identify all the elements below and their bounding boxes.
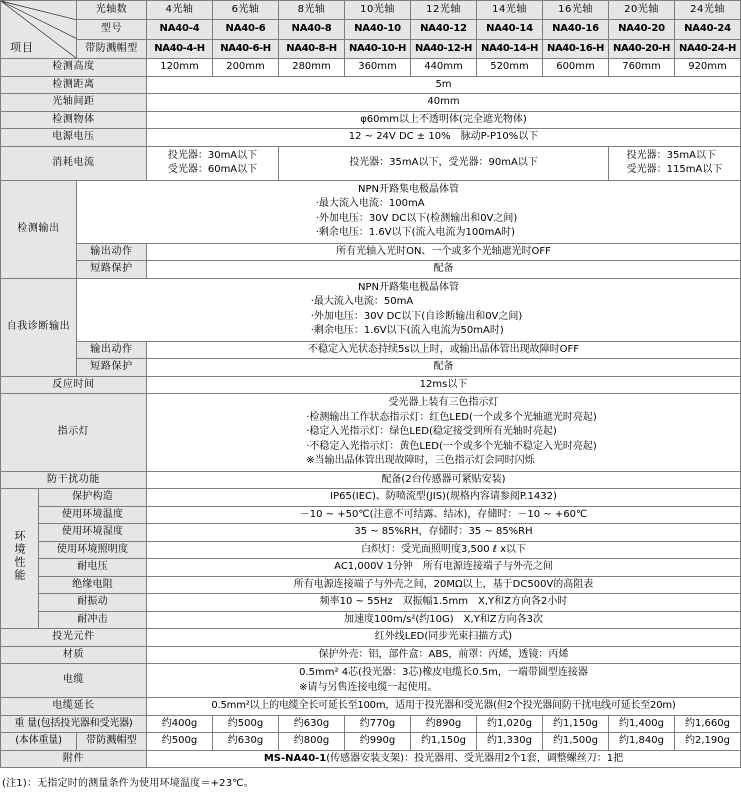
header-model-8: NA40-20 [609, 20, 675, 39]
header-model-3: NA40-8 [279, 20, 345, 39]
self-diagnosis-bullet-2: ·外加电压：30V DC以下(自诊断输出和0V之间) [310, 310, 523, 322]
header-hood-7: NA40-16-H [543, 39, 609, 58]
cable-line-2: ※请与另售连接电缆一起使用。 [299, 681, 438, 693]
row-env-vibration [1, 594, 741, 612]
indicator-note: ※当输出晶体管出现故障时，三色指示灯会同时闪烁 [306, 455, 535, 466]
value-material: 保护外壳：铝，部件盒：ABS，前罩：丙烯，透镜：丙烯 [147, 646, 741, 664]
self-diagnosis-bullet-3: ·剩余电压：1.6V以下(流入电流为50mA时) [310, 325, 504, 336]
indicator-bullet-2: ·稳定入光指示灯：绿色LED(稳定接受到所有光轴时亮起) [306, 426, 557, 437]
label-anti-interference: 防干扰功能 [1, 471, 147, 489]
value-accessories [147, 750, 741, 768]
header-hood-6: NA40-14-H [477, 39, 543, 58]
header-axis-4: 10光轴 [345, 1, 411, 20]
row-env-protection [1, 489, 741, 507]
label-env-vibration: 耐振动 [39, 594, 147, 612]
label-accessories: 附件 [1, 750, 147, 768]
row-detect-output [1, 180, 741, 243]
weight-3: 约630g [279, 715, 345, 733]
value-env-vibration: 频率10 ~ 55Hz 双振幅1.5mm X,Y和Z方向各2小时 [147, 594, 741, 612]
label-env-humidity: 使用环境湿度 [39, 524, 147, 542]
row-detect-height [1, 59, 741, 77]
header-model-1: NA40-4 [147, 20, 213, 39]
value-env-humidity: 35 ~ 85%RH，存储时：35 ~ 85%RH [147, 524, 741, 542]
weight-hood-4: 约990g [345, 733, 411, 751]
header-model-5: NA40-12 [411, 20, 477, 39]
label-self-diagnosis: 自我诊断输出 [1, 278, 77, 376]
weight-4: 约770g [345, 715, 411, 733]
self-diagnosis-bullet-1: ·最大流入电流：50mA [310, 296, 414, 307]
header-hood-1: NA40-4-H [147, 39, 213, 58]
label-indicator: 指示灯 [1, 394, 147, 472]
label-detect-object: 检测物体 [1, 111, 147, 129]
weight-hood-3: 约800g [279, 733, 345, 751]
label-self-diagnosis-short: 短路保护 [77, 359, 147, 377]
value-self-diagnosis [77, 278, 741, 341]
label-cable-extension: 电缆延长 [1, 698, 147, 716]
row-env-illuminance [1, 541, 741, 559]
row-env-insulation [1, 576, 741, 594]
corner-item-label: 项目 [10, 41, 34, 55]
current-consumption-group-3 [609, 146, 741, 180]
current-receiver-g3: 受光器：115mA以下 [626, 164, 723, 175]
row-cable-extension [1, 698, 741, 716]
value-cable-extension: 0.5mm²以上的电缆全长可延长至100m，适用于投光器和受光器(但2个投光器间防干扰电线可延长至20m) [147, 698, 741, 716]
weight-hood-7: 约1,500g [543, 733, 609, 751]
weight-hood-2: 约630g [213, 733, 279, 751]
weight-1: 约400g [147, 715, 213, 733]
row-detect-object [1, 111, 741, 129]
value-response-time: 12ms以下 [147, 376, 741, 394]
header-row-hood-model [1, 39, 741, 58]
row-env-withstand-voltage [1, 559, 741, 577]
row-anti-interference [1, 471, 741, 489]
header-axis-2: 6光轴 [213, 1, 279, 20]
value-env-shock: 加速度100m/s²(约10G) X,Y和Z方向各3次 [147, 611, 741, 629]
weight-hood-5: 约1,150g [411, 733, 477, 751]
value-detect-object: φ60mm以上不透明体(完全遮光物体) [147, 111, 741, 129]
value-supply-voltage: 12 ~ 24V DC ± 10% 脉动P-P10%以下 [147, 129, 741, 147]
weight-2: 约500g [213, 715, 279, 733]
detect-output-bullet-1: ·最大流入电流：100mA [315, 198, 425, 209]
row-weight-hood [1, 733, 741, 751]
accessories-desc: (传感器安装支架)：投光器用、受光器用2个1套，调整螺丝刀：1把 [326, 752, 624, 764]
header-row-model [1, 20, 741, 39]
label-self-diagnosis-action: 输出动作 [77, 341, 147, 359]
row-detect-output-short [1, 261, 741, 279]
weight-9: 约1,660g [675, 715, 741, 733]
row-self-diagnosis-action [1, 341, 741, 359]
value-axis-pitch: 40mm [147, 94, 741, 112]
current-emitter-g1: 投光器：30mA以下 [167, 149, 258, 161]
detect-height-3: 280mm [279, 59, 345, 77]
row-label-hood-model: 带防溅帽型 [77, 39, 147, 58]
row-self-diagnosis [1, 278, 741, 341]
label-detect-output-action: 输出动作 [77, 243, 147, 261]
label-detect-distance: 检测距离 [1, 76, 147, 94]
value-detect-output-short: 配备 [147, 261, 741, 279]
value-env-illuminance: 白炽灯：受光面照明度3,500 ℓ x以下 [147, 541, 741, 559]
corner-item-cell [1, 1, 77, 59]
row-supply-voltage [1, 129, 741, 147]
weight-5: 约890g [411, 715, 477, 733]
header-hood-9: NA40-24-H [675, 39, 741, 58]
header-model-6: NA40-14 [477, 20, 543, 39]
label-detect-output-short: 短路保护 [77, 261, 147, 279]
row-indicator [1, 394, 741, 472]
header-axis-7: 16光轴 [543, 1, 609, 20]
header-hood-5: NA40-12-H [411, 39, 477, 58]
detect-height-2: 200mm [213, 59, 279, 77]
header-hood-4: NA40-10-H [345, 39, 411, 58]
value-detect-distance: 5m [147, 76, 741, 94]
label-material: 材质 [1, 646, 147, 664]
header-axis-5: 12光轴 [411, 1, 477, 20]
accessories-model: MS-NA40-1 [263, 752, 327, 764]
label-emitter-element: 投光元件 [1, 629, 147, 647]
header-model-9: NA40-24 [675, 20, 741, 39]
environment-group-text: 环境性能 [13, 530, 26, 583]
header-model-2: NA40-6 [213, 20, 279, 39]
detect-height-5: 440mm [411, 59, 477, 77]
label-env-protection: 保护构造 [39, 489, 147, 507]
weight-8: 约1,400g [609, 715, 675, 733]
label-cable: 电缆 [1, 664, 147, 698]
row-label-axis-count: 光轴数 [77, 1, 147, 20]
value-emitter-element: 红外线LED(同步光束扫描方式) [147, 629, 741, 647]
row-current-consumption [1, 146, 741, 180]
detect-height-6: 520mm [477, 59, 543, 77]
current-emitter-g3: 投光器：35mA以下 [626, 149, 716, 161]
detect-height-7: 600mm [543, 59, 609, 77]
value-self-diagnosis-action: 不稳定入光状态持续5s以上时，或输出晶体管出现故障时OFF [147, 341, 741, 359]
header-axis-9: 24光轴 [675, 1, 741, 20]
self-diagnosis-title: NPN开路集电极晶体管 [358, 281, 459, 293]
label-env-illuminance: 使用环境照明度 [39, 541, 147, 559]
current-consumption-group-1 [147, 146, 279, 180]
row-axis-pitch [1, 94, 741, 112]
row-detect-distance [1, 76, 741, 94]
label-response-time: 反应时间 [1, 376, 147, 394]
label-env-temperature: 使用环境温度 [39, 506, 147, 524]
detect-output-bullet-2: ·外加电压：30V DC以下(检测输出和0V之间) [315, 212, 518, 224]
row-env-shock [1, 611, 741, 629]
row-response-time [1, 376, 741, 394]
value-self-diagnosis-short: 配备 [147, 359, 741, 377]
row-emitter-element [1, 629, 741, 647]
row-material [1, 646, 741, 664]
row-label-model: 型号 [77, 20, 147, 39]
label-env-insulation: 绝缘电阻 [39, 576, 147, 594]
label-supply-voltage: 电源电压 [1, 129, 147, 147]
label-axis-pitch: 光轴间距 [1, 94, 147, 112]
header-row-axis-count [1, 1, 741, 20]
row-self-diagnosis-short [1, 359, 741, 377]
indicator-title: 受光器上装有三色指示灯 [388, 397, 499, 408]
detect-height-9: 920mm [675, 59, 741, 77]
weight-hood-8: 约1,840g [609, 733, 675, 751]
detect-height-8: 760mm [609, 59, 675, 77]
label-detect-output: 检测输出 [1, 180, 77, 278]
header-axis-8: 20光轴 [609, 1, 675, 20]
weight-7: 约1,150g [543, 715, 609, 733]
label-weight-body: (本体重量) [1, 733, 77, 751]
value-env-insulation: 所有电源连接端子与外壳之间，20MΩ以上，基于DC500V的高阻表 [147, 576, 741, 594]
current-consumption-group-2: 投光器：35mA以下，受光器：90mA以下 [279, 146, 609, 180]
footnote: (注1)：无指定时的测量条件为使用环境温度＝+23℃。 [2, 778, 254, 789]
label-weight-hood: 带防溅帽型 [77, 733, 147, 751]
header-model-4: NA40-10 [345, 20, 411, 39]
header-hood-8: NA40-20-H [609, 39, 675, 58]
label-weight-main: 重 量(包括投光器和受光器) [1, 715, 147, 733]
header-axis-1: 4光轴 [147, 1, 213, 20]
value-detect-output [77, 180, 741, 243]
label-env-shock: 耐冲击 [39, 611, 147, 629]
row-detect-output-action [1, 243, 741, 261]
value-cable [147, 664, 741, 698]
row-cable [1, 664, 741, 698]
detect-height-4: 360mm [345, 59, 411, 77]
label-detect-height: 检测高度 [1, 59, 147, 77]
header-model-7: NA40-16 [543, 20, 609, 39]
value-indicator [147, 394, 741, 472]
weight-hood-9: 约2,190g [675, 733, 741, 751]
row-env-humidity [1, 524, 741, 542]
indicator-bullet-1: ·检测输出工作状态指示灯：红色LED(一个或多个光轴遮光时亮起) [306, 411, 597, 423]
label-current-consumption: 消耗电流 [1, 146, 147, 180]
value-env-withstand-voltage: AC1,000V 1分钟 所有电源连接端子与外壳之间 [147, 559, 741, 577]
value-env-temperature: －10 ~ +50℃(注意不可结露、结冰)，存储时：－10 ~ +60℃ [147, 506, 741, 524]
label-environment-group [1, 489, 39, 629]
header-hood-3: NA40-8-H [279, 39, 345, 58]
weight-hood-6: 约1,330g [477, 733, 543, 751]
current-receiver-g1: 受光器：60mA以下 [167, 164, 258, 175]
cable-line-1: 0.5mm² 4芯(投光器：3芯)橡皮电缆长0.5m，一端带圆型连接器 [299, 667, 588, 678]
value-detect-output-action: 所有光轴入光时ON、一个或多个光轴遮光时OFF [147, 243, 741, 261]
weight-6: 约1,020g [477, 715, 543, 733]
row-accessories [1, 750, 741, 768]
header-hood-2: NA40-6-H [213, 39, 279, 58]
label-env-withstand-voltage: 耐电压 [39, 559, 147, 577]
row-weight-main [1, 715, 741, 733]
header-axis-3: 8光轴 [279, 1, 345, 20]
indicator-bullet-3: ·不稳定入光指示灯：黄色LED(一个或多个光轴不稳定入光时亮起) [306, 440, 597, 452]
row-env-temperature [1, 506, 741, 524]
weight-hood-1: 约500g [147, 733, 213, 751]
value-anti-interference: 配备(2台传感器可紧贴安装) [147, 471, 741, 489]
detect-height-1: 120mm [147, 59, 213, 77]
detect-output-title: NPN开路集电极晶体管 [358, 183, 459, 195]
detect-output-bullet-3: ·剩余电压：1.6V以下(流入电流为100mA时) [315, 227, 516, 238]
header-axis-6: 14光轴 [477, 1, 543, 20]
value-env-protection: IP65(IEC)、防喷流型(JIS)(规格内容请参阅P.1432) [147, 489, 741, 507]
